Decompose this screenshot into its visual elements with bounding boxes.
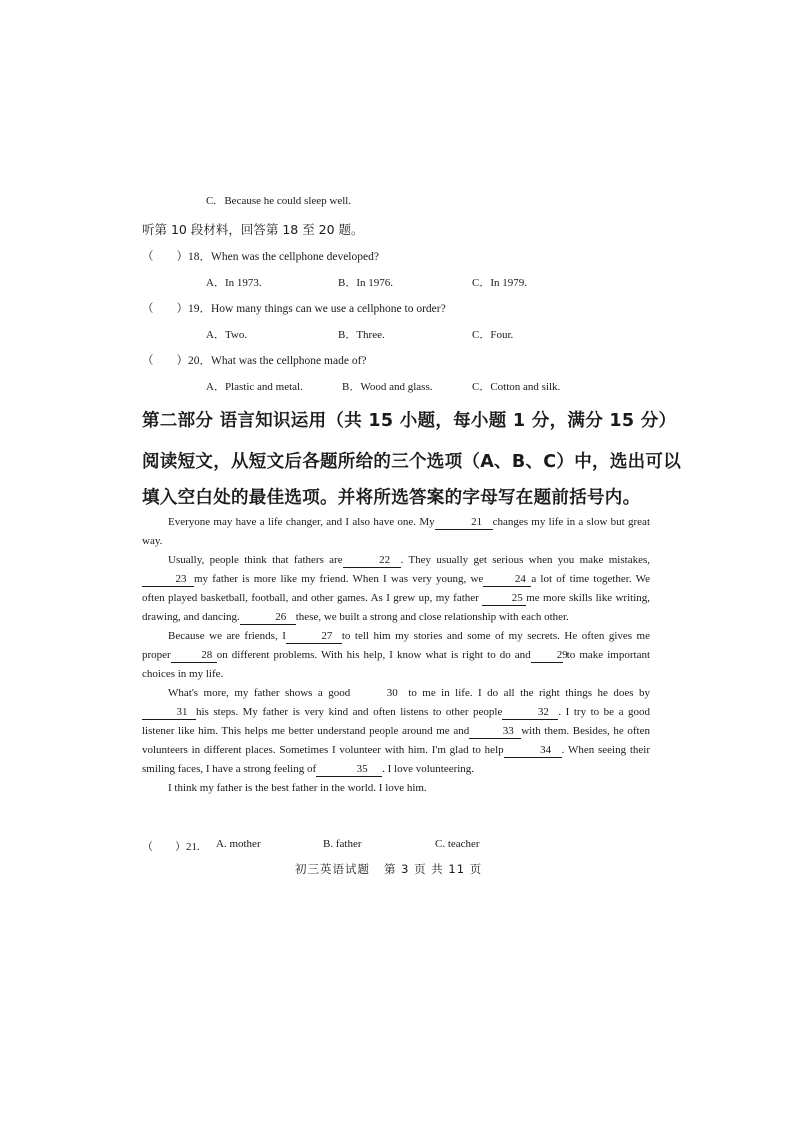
blank-35[interactable]: 35 [316,762,382,777]
part-two-heading: 第二部分 语言知识运用（共 15 小题，每小题 1 分，满分 15 分） [142,411,677,431]
option-19b[interactable]: B．Three. [338,329,385,341]
footer-page-label: 第 3 页 共 11 页 [383,862,483,876]
listening-instruction: 听第 10 段材料，回答第 18 至 20 题。 [142,222,364,237]
reading-passage [142,513,650,798]
option-20c[interactable]: C．Cotton and silk. [472,381,561,393]
page-footer [295,861,482,877]
blank-25[interactable]: 25 [482,591,526,606]
blank-22[interactable]: 22 [343,553,401,568]
blank-29[interactable]: 29 [531,648,563,663]
question-20 [142,352,367,368]
question-number: 20． [188,355,211,367]
option-19a[interactable]: A．Two. [206,329,248,341]
question-text: When was the cellphone developed? [211,251,379,263]
passage-paragraph-3: Because we are friends, I 27 to tell him my stories and some of my secrets. He often gives me proper 28 on different problems. With his help, I know what is right to do and 29 to make important choices in my life. [142,630,651,680]
passage-paragraph-2: Usually, people think that fathers are 22 . They usually get serious when you make mistakes,23 my father is more like my friend. When I was very young, we 24 a lot of time together. We often played basketball, football, and other games. As I grew up, my father 25 me more skills like writing, drawing, and dancing. 26 these, we built a strong and close relationship with each other. [142,554,651,623]
question-text: What was the cellphone made of? [211,355,367,367]
option-18a[interactable]: A．In 1973. [206,277,262,289]
answer-paren[interactable]: （ ） [142,303,188,315]
question-18 [142,248,379,264]
question-21 [142,838,200,854]
passage-paragraph-5: I think my father is the best father in the world. I love him. [168,782,427,794]
question-text: How many things can we use a cellphone to order? [211,303,446,315]
blank-27[interactable]: 27 [286,629,342,644]
blank-21[interactable]: 21 [435,515,493,530]
option-letter: C. [206,195,217,207]
option-18c[interactable]: C．In 1979. [472,277,527,289]
blank-28[interactable]: 28 [171,648,217,663]
blank-34[interactable]: 34 [504,743,562,758]
option-21b[interactable]: B. father [323,838,362,850]
answer-paren[interactable]: （ ） [142,355,188,367]
option-19c[interactable]: C．Four. [472,329,514,341]
blank-23[interactable]: 23 [142,572,194,587]
part-two-instruction-2: 填入空白处的最佳选项。并将所选答案的字母写在题前括号内。 [142,488,641,508]
blank-33[interactable]: 33 [469,724,521,739]
blank-31[interactable]: 31 [142,705,196,720]
option-20b[interactable]: B．Wood and glass. [342,381,433,393]
question-number: 19． [188,303,211,315]
passage-paragraph-4: What's more, my father shows a good 30 to me in life. I do all the right things he does by31 his steps. My father is very kind and often listens to other people 32 . I try to be a good listener like him. This helps me better understand people around me and 33 with them. Besides, he often volunteers in different places. Sometimes I volunteer with him. I'm glad to help 34 . When seeing their smiling faces, I have a strong feeling of 35 . I love volunteering. [142,687,651,775]
question-number: 18． [188,251,211,263]
passage-paragraph-1: Everyone may have a life changer, and I also have one. My 21 changes my life in a slow but great way. [142,516,650,547]
option-21a[interactable]: A. mother [216,838,261,850]
option-21c[interactable]: C. teacher [435,838,480,850]
answer-paren[interactable]: （ ） [142,841,186,853]
blank-24[interactable]: 24 [483,572,531,587]
blank-30[interactable]: 30 [386,687,398,699]
footer-title: 初三英语试题 [295,862,370,876]
option-text: Because he could sleep well. [224,195,352,207]
answer-paren[interactable]: （ ） [142,251,188,263]
blank-32[interactable]: 32 [502,705,558,720]
option-20a[interactable]: A．Plastic and metal. [206,381,303,393]
option-17c [206,195,351,207]
question-number: 21. [186,841,200,853]
option-18b[interactable]: B．In 1976. [338,277,393,289]
part-two-instruction-1: 阅读短文，从短文后各题所给的三个选项（A、B、C）中，选出可以 [142,452,682,472]
blank-26[interactable]: 26 [240,610,296,625]
question-19 [142,300,446,316]
